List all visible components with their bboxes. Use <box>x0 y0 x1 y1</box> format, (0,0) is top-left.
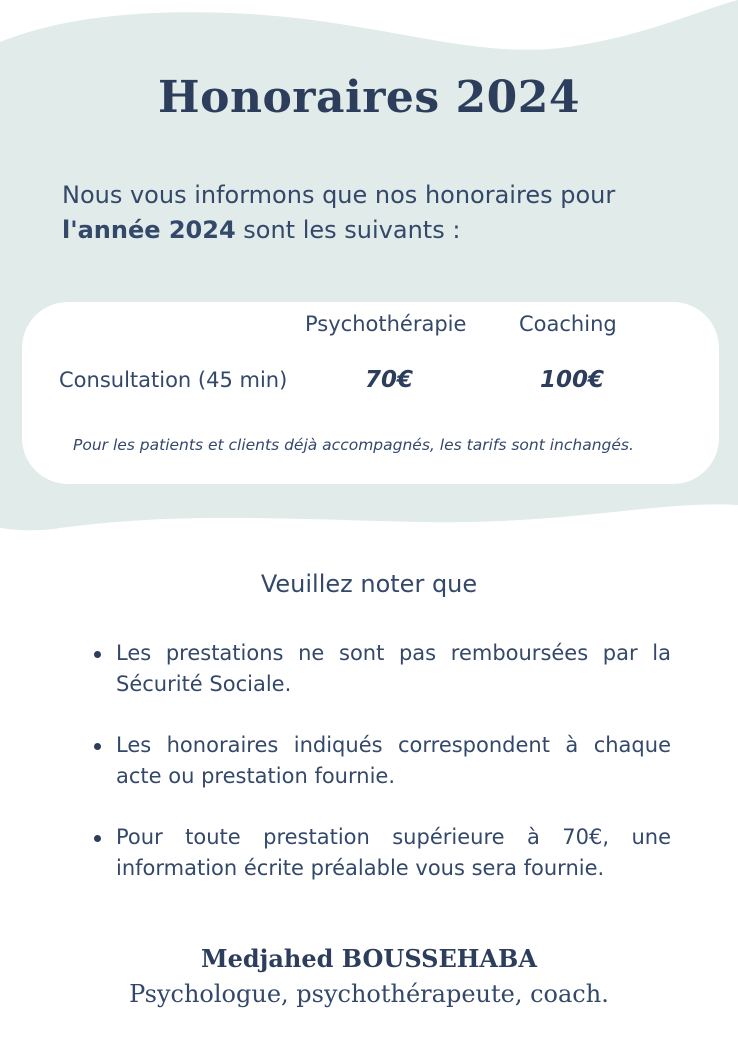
list-item: Les prestations ne sont pas remboursées par la Sécurité Sociale. <box>116 638 671 700</box>
pricing-note: Pour les patients et clients déjà accompagnés, les tarifs sont inchangés. <box>73 436 634 454</box>
signature-name: Medjahed BOUSSEHABA <box>201 944 537 973</box>
intro-text <box>62 178 682 248</box>
price-psychotherapy: 70€ <box>365 367 414 393</box>
list-item: Pour toute prestation supérieure à 70€, une information écrite préalable vous sera fournie. <box>116 822 671 884</box>
row-label-consultation: Consultation (45 min) <box>59 368 288 392</box>
intro-line: Nous vous informons que nos honoraires pour <box>62 181 616 209</box>
list-item: Les honoraires indiqués correspondent à chaque acte ou prestation fournie. <box>116 730 671 792</box>
intro-rest: sont les suivants : <box>235 216 461 244</box>
notice-list <box>116 638 671 914</box>
column-header-psychotherapy: Psychothérapie <box>305 312 467 336</box>
price-coaching: 100€ <box>540 367 605 393</box>
column-header-coaching: Coaching <box>519 312 617 336</box>
intro-bold-year: l'année 2024 <box>62 216 236 244</box>
page-title: Honoraires 2024 <box>158 72 580 123</box>
notice-heading: Veuillez noter que <box>260 570 478 598</box>
signature-role: Psychologue, psychothérapeute, coach. <box>129 980 609 1008</box>
